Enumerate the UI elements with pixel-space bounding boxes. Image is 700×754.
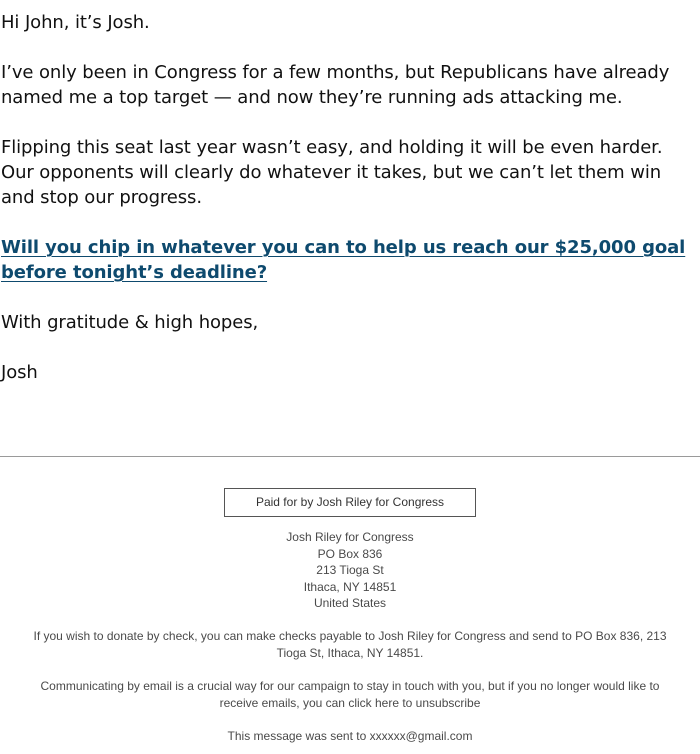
paragraph-congress-target: I’ve only been in Congress for a few months, but Republicans have already named me a top target — and now they’re running ads attacking me. [1,62,670,108]
address-city: Ithaca, NY 14851 [303,579,397,594]
email-body [1,10,697,410]
greeting: Hi John, it’s Josh. [1,12,150,33]
email-footer [0,488,700,745]
paid-for-disclaimer: Paid for by Josh Riley for Congress [224,488,476,517]
sent-to-notice: This message was sent to xxxxxx@gmail.com [227,728,473,743]
address-country: United States [313,596,387,611]
footer-divider [0,456,700,457]
unsubscribe-note[interactable]: Communicating by email is a crucial way for our campaign to stay in touch with you, but if you no longer would like to receive emails, you can click here to unsubscribe [40,678,660,710]
address-street: 213 Tioga St [316,563,384,578]
address-org: Josh Riley for Congress [286,530,414,544]
mailing-address [0,529,700,612]
donation-cta [1,235,697,285]
closing-line: With gratitude & high hopes, [1,312,259,333]
address-po-box: PO Box 836 [317,546,383,561]
check-donation-note: If you wish to donate by check, you can make checks payable to Josh Riley for Congress and send to PO Box 836, 213 Tioga St, Ithaca, NY 14851. [33,628,667,660]
signature: Josh [1,362,38,383]
donation-link[interactable]: Will you chip in whatever you can to help us reach our $25,000 goal before tonight’s deadline? [1,237,686,283]
paragraph-flipping-seat: Flipping this seat last year wasn’t easy, and holding it will be even harder. Our opponents will clearly do whatever it takes, but we can’t let them win and stop our progress. [1,137,663,208]
